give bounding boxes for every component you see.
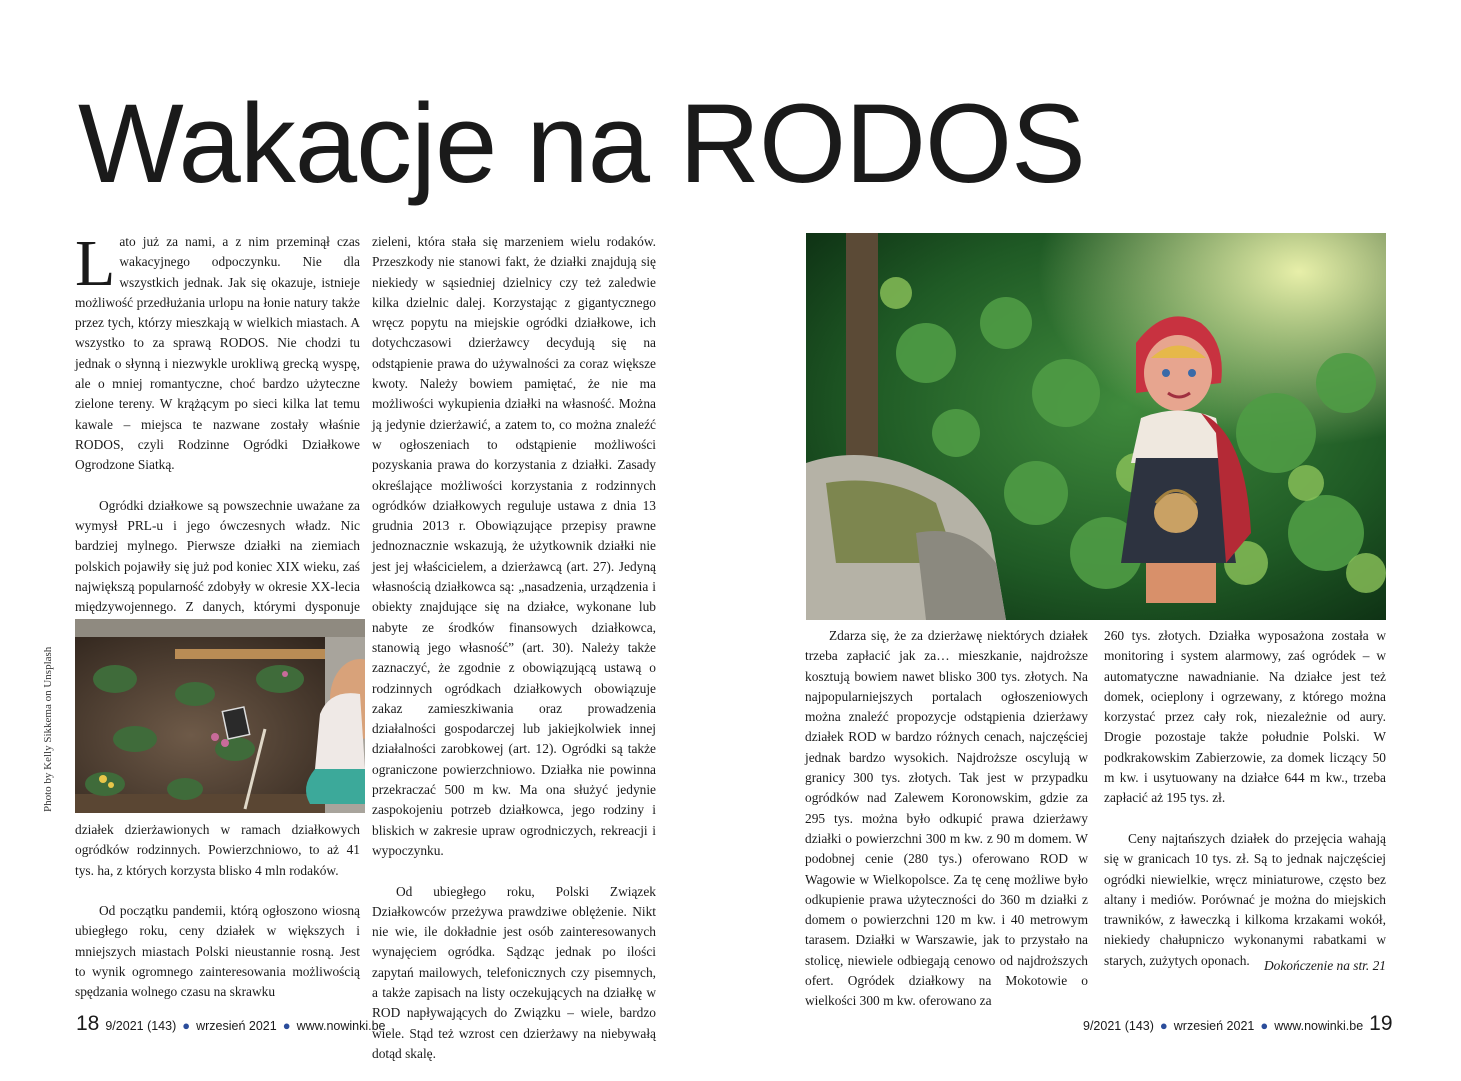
column-1-top <box>75 227 360 658</box>
separator-dot-icon: ● <box>1159 1018 1168 1033</box>
page-number: 19 <box>1369 1012 1393 1035</box>
paragraph: działek dzierżawionych w ramach działkowych ogródków rodzinnych. Powierzchniowo, to aż 41 tys. ha, z których korzysta blisko 4 mln rodaków. <box>75 822 360 878</box>
paragraph: zieleni, która stała się marzeniem wielu rodaków. Przeszkody nie stanowi fakt, że działki znajdują się niekiedy w sąsiedniej dzielnicy czy też zaledwie kilka dzielnic dalej. Korzystając z gigantycznego wręcz popytu na miejskie ogródki działkowe, ich dotychczasowi dzierżawcy decydują się na odstąpienie prawa do używalności za coraz większe kwoty. Należy bowiem pamiętać, że nie ma możliwości wykupienia działki na własność. Można ją jedynie dzierżawić, a zatem to, co można znaleźć w ogłoszeniach to odstąpienie możliwości pozyskania prawa do korzystania z działki. Zasady określające możliwości korzystania z rodzinnych ogródków działkowych reguluje ustawa z dnia 13 grudnia 2013 r. Obowiązujące przepisy prawne jednoznacznie wskazują, że użytkownik działki nie jest jej właścicielem, a dzierżawcą (art. 27). Jedyną własnością działkowca są: „nasadzenia, urządzenia i obiekty znajdujące się na działce, wykonane lub nabyte ze środków finansowych działkowca, stanowią jego własność” (art. 30). Należy także zaznaczyć, że zgodnie z obowiązującą ustawą o rodzinnych ogródkach działkowych obowiązuje zakaz zamieszkiwania oraz prowadzenia działalności gospodarczej lub jakiejkolwiek innej działalności zarobkowej (art. 12). Ogródki są także ograniczone powierzchniowo. Działka nie powinna przekraczać 500 m kw. Ma ona służyć jedynie zaspokojeniu potrzeb działkowca, jego rodziny i bliskich w zakresie upraw ogrodniczych, rekreacji i wypoczynku. <box>372 234 656 858</box>
column-4 <box>1104 626 1386 971</box>
garden-gnome-photo <box>806 233 1386 620</box>
month-label: wrzesień 2021 <box>1173 1019 1255 1033</box>
column-1-bottom <box>75 820 360 1003</box>
issue-label: 9/2021 (143) <box>1083 1019 1154 1033</box>
photo-credit: Photo by Kelly Sikkema on Unsplash <box>42 646 54 812</box>
footer-left <box>70 1012 386 1036</box>
separator-dot-icon: ● <box>1260 1018 1269 1033</box>
paragraph: Od początku pandemii, którą ogłoszono wiosną ubiegłego roku, ceny działek w większych i mniejszych miastach Polski nieustannie rosną. Jest to wynik ogromnego zainteresowania możliwością spędzania wolnego czasu na skrawku <box>75 903 360 1000</box>
footer-right <box>1083 1012 1399 1036</box>
continued-note: Dokończenie na str. 21 <box>1264 958 1386 973</box>
month-label: wrzesień 2021 <box>196 1019 277 1033</box>
paragraph: Ceny najtańszych działek do przejęcia wahają się w granicach 10 tys. zł. Są to jednak najczęściej ogródki niewielkie, wręcz miniaturowe, często bez altany i mediów. Porównać je można do miejskich trawników, z ławeczką i kilkoma krzakami wokół, niekiedy chałupniczo wykonanymi rabatkami w starych, zużytych oponach. <box>1104 830 1386 968</box>
paragraph: Od ubiegłego roku, Polski Związek Działkowców przeżywa prawdziwe oblężenie. Nikt nie wie, ile dokładnie jest osób zainteresowanych wynajęciem ogródka. Sądząc jednak po ilości zapytań mailowych, telefonicznych czy pisemnych, a także zapisach na listy oczekujących na działkę w ROD napływających do Związku – wiele, bardzo wiele. Stąd też wzrost cen dzierżawy na niebywałą dotąd skalę. <box>372 883 656 1061</box>
column-2 <box>372 232 656 1064</box>
page-number: 18 <box>76 1012 100 1035</box>
separator-dot-icon: ● <box>182 1018 191 1033</box>
article-title: Wakacje na RODOS <box>78 81 1085 206</box>
paragraph: 260 tys. złotych. Działka wyposażona została w monitoring i system alarmowy, zaś ogródek – w automatyczne nawadnianie. Na działce jest też domek, ocieplony i ogrzewany, z którego można korzystać przez cały rok, niezależnie od aury. Drogie pozostaje także południe Polski. W podkrakowskim Zabierzowie, za domek liczący 50 m kw. i usytuowany na działce 644 m kw., trzeba zapłacić aż 195 tys. zł. <box>1104 628 1386 806</box>
drop-cap: L <box>75 227 116 300</box>
separator-dot-icon: ● <box>282 1018 291 1033</box>
lead-paragraph: Lato już za nami, a z nim przeminął czas wakacyjnego odpoczynku. Nie dla wszystkich jednak. Jak się okazuje, istnieje możliwość przedłużania urlopu na łonie natury także przez tych, którzy mieszkają w wielkich miastach. A wszystko to za sprawą RODOS. Nie chodzi tu jednak o słynną i niezwykle urokliwą grecką wyspę, ale o mniej romantyczne, choć bardzo użyteczne zielone tereny. W krążącym po sieci kilka lat temu kawale – miejsca te nazwane zostały właśnie RODOS, czyli Rodzinne Ogródki Działkowe Ogrodzone Siatką. <box>75 227 360 473</box>
child-gardening-photo <box>75 619 365 813</box>
issue-label: 9/2021 (143) <box>105 1019 177 1033</box>
paragraph: Ogródki działkowe są powszechnie uważane za wymysł PRL-u i jego ówczesnych władz. Nic bardziej mylnego. Pierwsze działki na ziemiach polskich pojawiły się już pod koniec XIX wieku, zaś największą popularność zdobyły w okresie XX-lecia międzywojennego. Z danych, którymi dysponuje <box>75 497 360 615</box>
paragraph: Zdarza się, że za dzierżawę niektórych działek trzeba zapłacić jak za… mieszkanie, najdroższe kosztują bowiem nawet blisko 300 tys. złotych. Na najpopularniejszych portalach ogłoszeniowych można znaleźć propozycje odstąpienia dzierżawy działek ROD w bardzo różnych cenach, najczęściej jednak bardzo wysokich. Najdroższe oscylują w granicy 300 tys. złotych. Tak jest w przypadku ogródków nad Zalewem Koronowskim, gdzie za 295 tys. można było odkupić prawa dzierżawy działki o powierzchni 300 m kw. z 90 m domem. W podobnej cenie (280 tys.) oferowano ROD w Wagowie w Wielkopolsce. Za tę cenę możliwe było odkupienie prawa użyteczności do 360 m działki z domem o powierzchni 120 m kw. i 40 metrowym tarasem. Działki w Warszawie, jak to przystało na stolicę, niewiele odbiegają cenowo od najdroższych ofert. Ogródek działkowy na Mokotowie o wielkości 300 m kw. oferowano za <box>805 628 1088 1009</box>
column-3 <box>805 626 1088 1012</box>
website-link[interactable]: www.nowinki.be <box>296 1019 386 1033</box>
website-link[interactable]: www.nowinki.be <box>1274 1019 1364 1033</box>
